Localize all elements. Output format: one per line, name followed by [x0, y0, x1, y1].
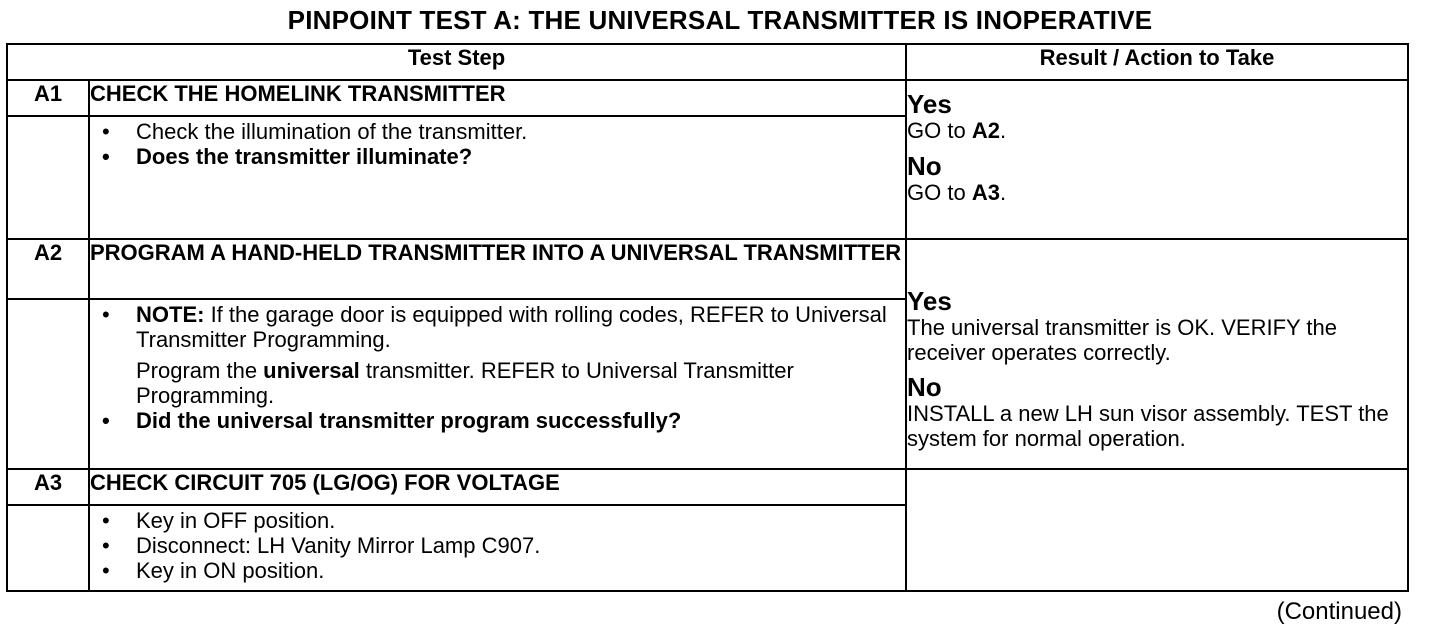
step-id-a2: A2: [7, 239, 89, 299]
yes-action-text: GO to: [907, 118, 972, 143]
step-id-blank: [7, 299, 89, 469]
list-item-question: • Does the transmitter illuminate?: [90, 144, 905, 169]
step-title-a2: PROGRAM A HAND-HELD TRANSMITTER INTO A UNIVERSAL TRANSMITTER: [89, 239, 906, 299]
table-header-row: [7, 44, 1408, 80]
list-item-question: • Did the universal transmitter program successfully?: [90, 408, 893, 433]
step-body-a1: [89, 116, 906, 239]
pinpoint-test-table: [6, 43, 1409, 592]
yes-label-a2: Yes: [907, 286, 952, 316]
yes-action-a2: The universal transmitter is OK. VERIFY the receiver operates correctly.: [907, 315, 1337, 365]
step-id-a3: A3: [7, 469, 89, 505]
no-action-text: GO to: [907, 180, 972, 205]
program-emphasis: universal: [263, 358, 360, 383]
yes-target-link: A2: [971, 118, 1000, 143]
program-text: Program the: [136, 358, 264, 383]
step-id-a1: A1: [7, 80, 89, 116]
step-a2-title-row: [7, 239, 1408, 299]
result-a2: [906, 239, 1408, 469]
no-target-link: A3: [971, 180, 1000, 205]
note-label: NOTE:: [136, 302, 205, 327]
step-id-blank: [7, 505, 89, 591]
note-text: If the garage door is equipped with rolling codes, REFER to Universal Transmitter Programming.: [136, 302, 887, 352]
yes-action-a1: [907, 118, 1407, 143]
test-step-header: Test Step: [7, 44, 906, 80]
program-text-rest: transmitter. REFER to Universal Transmitter Programming.: [136, 358, 794, 408]
list-item: • Check the illumination of the transmitter.: [90, 119, 905, 144]
no-action-a1: [907, 180, 1407, 205]
result-a3: [906, 469, 1408, 591]
step-title-a1: CHECK THE HOMELINK TRANSMITTER: [89, 80, 906, 116]
list-item: • Key in OFF position.: [90, 508, 905, 533]
list-item-note: [90, 302, 893, 352]
step-body-a3: [89, 505, 906, 591]
no-label-a1: No: [907, 151, 942, 181]
result-header: Result / Action to Take: [906, 44, 1408, 80]
step-a1-title-row: [7, 80, 1408, 116]
no-label-a2: No: [907, 372, 942, 402]
step-title-a3: CHECK CIRCUIT 705 (LG/OG) FOR VOLTAGE: [89, 469, 906, 505]
step-body-a2: [89, 299, 906, 469]
no-action-period: .: [999, 180, 1007, 205]
step-a3-title-row: [7, 469, 1408, 505]
step-id-blank: [7, 116, 89, 239]
page-title: PINPOINT TEST A: THE UNIVERSAL TRANSMITTER IS INOPERATIVE: [287, 5, 1153, 35]
no-action-a2: INSTALL a new LH sun visor assembly. TEST the system for normal operation.: [907, 401, 1389, 451]
continued-label: (Continued): [1276, 598, 1402, 625]
list-item-program: [90, 352, 893, 408]
yes-action-period: .: [999, 118, 1007, 143]
yes-label-a1: Yes: [907, 89, 952, 119]
list-item: • Key in ON position.: [90, 558, 905, 583]
result-a1: [906, 80, 1408, 239]
list-item: • Disconnect: LH Vanity Mirror Lamp C907.: [90, 533, 905, 558]
